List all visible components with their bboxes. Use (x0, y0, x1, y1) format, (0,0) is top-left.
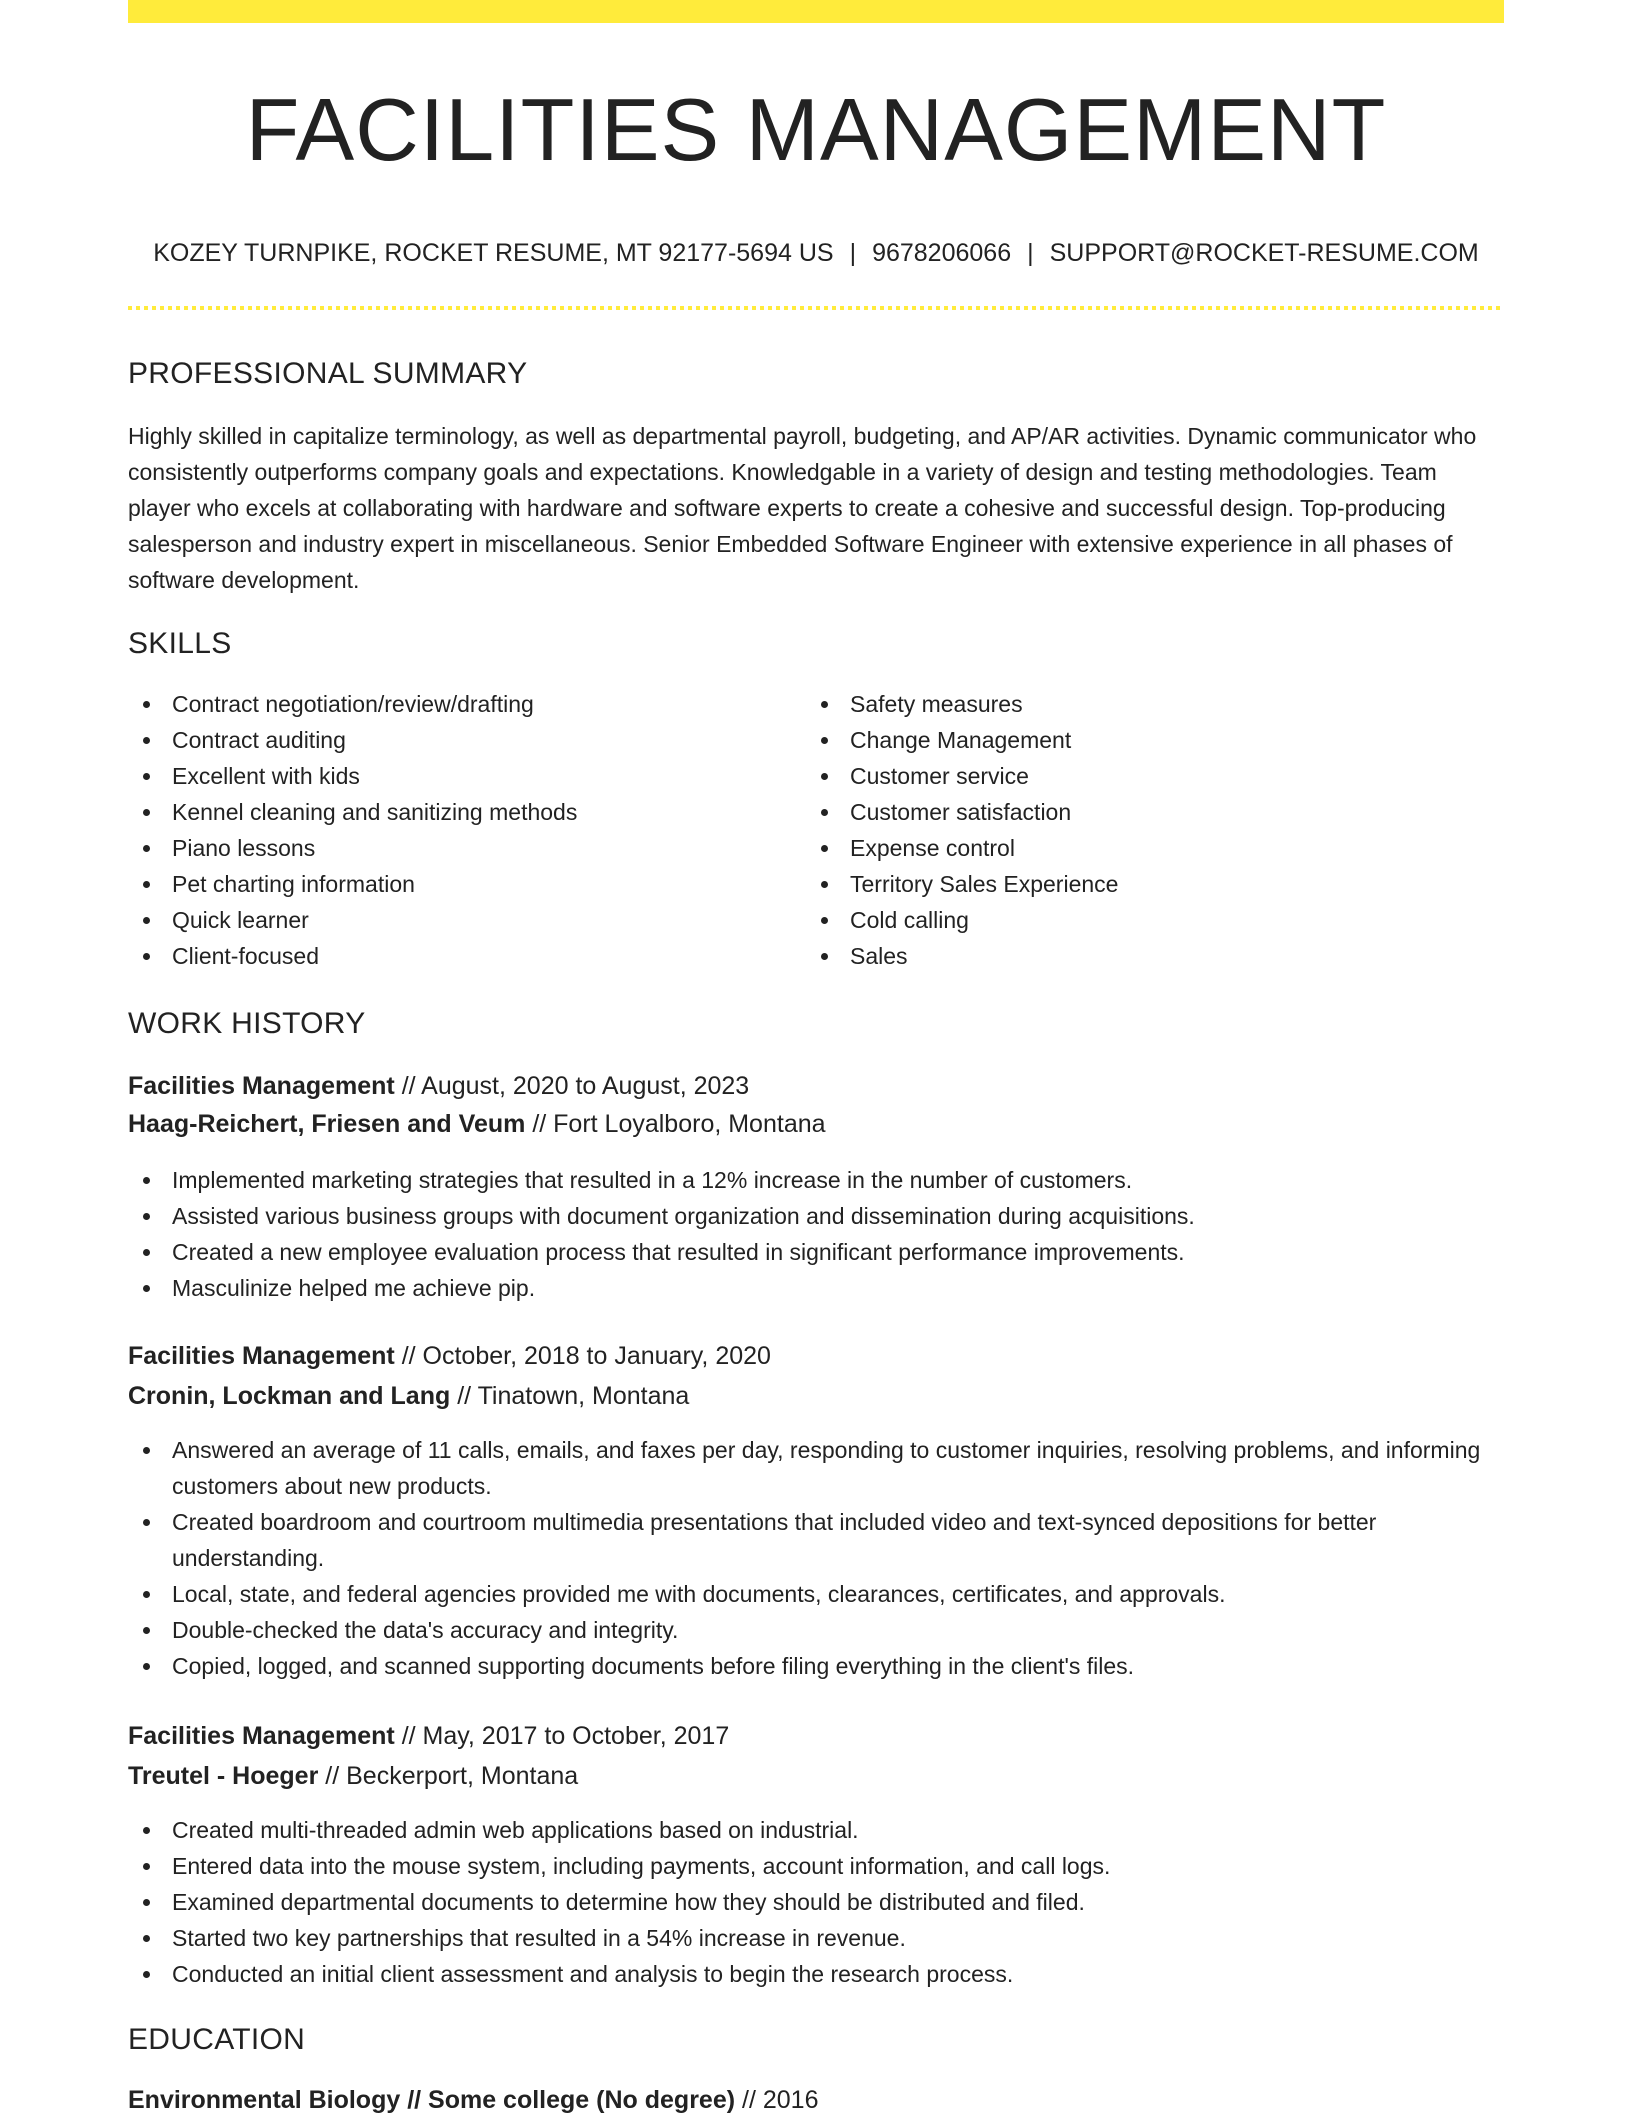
skill-item: Sales (806, 938, 1446, 974)
skill-item: Customer service (806, 758, 1446, 794)
job-title-line (128, 1068, 749, 1104)
skill-item: Expense control (806, 830, 1446, 866)
job-title-line (128, 1338, 771, 1374)
contact-separator: | (1027, 239, 1034, 267)
job-role: Facilities Management (128, 1722, 395, 1750)
job-bullet: Double-checked the data's accuracy and integrity. (128, 1612, 1504, 1648)
job-dates: // August, 2020 to August, 2023 (401, 1072, 750, 1100)
contact-separator: | (849, 239, 857, 267)
skill-item: Kennel cleaning and sanitizing methods (128, 794, 768, 830)
education-degree: Environmental Biology // Some college (No degree) (128, 2086, 736, 2114)
skill-item: Contract negotiation/review/drafting (128, 686, 768, 722)
job-bullet: Created a new employee evaluation process that resulted in significant performance improvements. (128, 1234, 1504, 1270)
top-accent-bar (128, 0, 1504, 23)
skill-item: Customer satisfaction (806, 794, 1446, 830)
skills-list-left (128, 686, 768, 974)
contact-address: KOZEY TURNPIKE, ROCKET RESUME, MT 92177-5694 US (153, 239, 834, 267)
job-bullet: Entered data into the mouse system, including payments, account information, and call logs. (128, 1848, 1504, 1884)
resume-name: FACILITIES MANAGEMENT (245, 80, 1387, 179)
work-history-heading: WORK HISTORY (128, 1007, 366, 1040)
skills-list-right (806, 686, 1446, 974)
summary-heading: PROFESSIONAL SUMMARY (128, 357, 528, 390)
education-heading: EDUCATION (128, 2023, 306, 2056)
skill-item: Change Management (806, 722, 1446, 758)
job-bullet: Masculinize helped me achieve pip. (128, 1270, 1504, 1306)
job-role: Facilities Management (128, 1072, 395, 1100)
job-title-line (128, 1718, 729, 1754)
job-company-line (128, 1758, 578, 1794)
skill-item: Quick learner (128, 902, 768, 938)
skill-item: Excellent with kids (128, 758, 768, 794)
contact-email: SUPPORT@ROCKET-RESUME.COM (1049, 239, 1479, 267)
job-location: // Fort Loyalboro, Montana (532, 1110, 826, 1138)
education-entry (128, 2082, 818, 2118)
job-dates: // October, 2018 to January, 2020 (401, 1342, 771, 1370)
skill-item: Pet charting information (128, 866, 768, 902)
skill-item: Contract auditing (128, 722, 768, 758)
contact-phone: 9678206066 (872, 239, 1012, 267)
job-bullet: Assisted various business groups with document organization and dissemination during acquisitions. (128, 1198, 1504, 1234)
skill-item: Cold calling (806, 902, 1446, 938)
dotted-divider (128, 306, 1504, 310)
skills-heading: SKILLS (128, 627, 232, 660)
job-company: Haag-Reichert, Friesen and Veum (128, 1110, 526, 1138)
job-location: // Tinatown, Montana (457, 1382, 690, 1410)
skill-item: Client-focused (128, 938, 768, 974)
job-company: Cronin, Lockman and Lang (128, 1382, 451, 1410)
skill-item: Safety measures (806, 686, 1446, 722)
skill-item: Piano lessons (128, 830, 768, 866)
job-dates: // May, 2017 to October, 2017 (401, 1722, 730, 1750)
job-company-line (128, 1378, 689, 1414)
job-bullet: Copied, logged, and scanned supporting documents before filing everything in the client's files. (128, 1648, 1504, 1684)
job-bullet: Answered an average of 11 calls, emails, and faxes per day, responding to customer inquiries, resolving problems, and informing customers about new products. (128, 1432, 1504, 1504)
education-year: // 2016 (742, 2086, 819, 2114)
skill-item: Territory Sales Experience (806, 866, 1446, 902)
job-bullet: Started two key partnerships that resulted in a 54% increase in revenue. (128, 1920, 1504, 1956)
job-bullets (128, 1432, 1504, 1684)
summary-text: Highly skilled in capitalize terminology, as well as departmental payroll, budgeting, and AP/AR activities. Dynamic communicator who consistently outperforms company goals and expectations. Knowledgable in a variety of design and testing methodologies. Team player who excels at collaborating with hardware and software experts to create a cohesive and successful design. Top-producing salesperson and industry expert in miscellaneous. Senior Embedded Software Engineer with extensive experience in all phases of software development. (128, 423, 1477, 593)
job-location: // Beckerport, Montana (325, 1762, 579, 1790)
job-bullet: Created multi-threaded admin web applications based on industrial. (128, 1812, 1504, 1848)
job-company: Treutel - Hoeger (128, 1762, 319, 1790)
job-role: Facilities Management (128, 1342, 395, 1370)
job-bullet: Examined departmental documents to determine how they should be distributed and filed. (128, 1884, 1504, 1920)
job-bullets (128, 1162, 1504, 1306)
job-bullet: Local, state, and federal agencies provided me with documents, clearances, certificates, and approvals. (128, 1576, 1504, 1612)
job-bullet: Conducted an initial client assessment and analysis to begin the research process. (128, 1956, 1504, 1992)
job-company-line (128, 1106, 826, 1142)
contact-line (128, 236, 1504, 270)
job-bullets (128, 1812, 1504, 1992)
job-bullet: Implemented marketing strategies that resulted in a 12% increase in the number of customers. (128, 1162, 1504, 1198)
job-bullet: Created boardroom and courtroom multimedia presentations that included video and text-synced depositions for better understanding. (128, 1504, 1504, 1576)
